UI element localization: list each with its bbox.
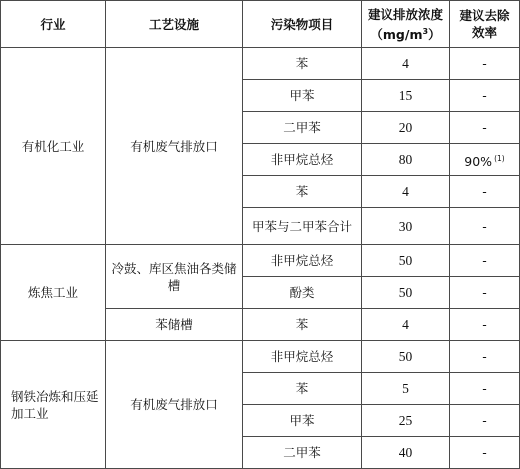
concentration-cell: 30 — [362, 208, 450, 245]
efficiency-cell: - — [450, 245, 520, 277]
pollutant-cell: 非甲烷总烃 — [243, 341, 362, 373]
concentration-cell: 50 — [362, 277, 450, 309]
footnote-marker: (1) — [494, 153, 505, 163]
pollutant-cell: 酚类 — [243, 277, 362, 309]
concentration-cell: 4 — [362, 309, 450, 341]
header-pollutant: 污染物项目 — [243, 1, 362, 48]
efficiency-cell: 90% $^{(1)}$ — [450, 144, 520, 176]
table-row — [1, 48, 520, 80]
concentration-cell: 15 — [362, 80, 450, 112]
pollutant-cell: 非甲烷总烃 — [243, 245, 362, 277]
header-efficiency: 建议去除 效率 — [450, 1, 520, 48]
efficiency-cell: - — [450, 373, 520, 405]
pollutant-cell: 苯 — [243, 373, 362, 405]
concentration-cell: 50 — [362, 245, 450, 277]
pollutant-cell: 甲苯 — [243, 405, 362, 437]
efficiency-cell: - — [450, 208, 520, 245]
pollutant-cell: 苯 — [243, 48, 362, 80]
concentration-cell: 5 — [362, 373, 450, 405]
header-concentration — [362, 1, 450, 48]
facility-cell: 冷鼓、库区焦油各类储槽 — [106, 245, 243, 309]
header-row — [1, 1, 520, 48]
concentration-cell: 80 — [362, 144, 450, 176]
efficiency-cell: - — [450, 176, 520, 208]
facility-cell: 有机废气排放口 — [106, 48, 243, 245]
pollutant-cell: 甲苯与二甲苯合计 — [243, 208, 362, 245]
table-row — [1, 245, 520, 277]
facility-cell: 有机废气排放口 — [106, 341, 243, 469]
concentration-cell: 20 — [362, 112, 450, 144]
efficiency-cell: - — [450, 405, 520, 437]
concentration-cell: 25 — [362, 405, 450, 437]
pollutant-cell: 二甲苯 — [243, 112, 362, 144]
header-facility: 工艺设施 — [106, 1, 243, 48]
pollutant-cell: 甲苯 — [243, 80, 362, 112]
table-row — [1, 341, 520, 373]
pollutant-cell: 二甲苯 — [243, 437, 362, 469]
concentration-cell: 4 — [362, 48, 450, 80]
industry-cell: 钢铁冶炼和压延加工业 — [1, 341, 106, 469]
concentration-cell: 40 — [362, 437, 450, 469]
efficiency-cell: - — [450, 80, 520, 112]
industry-cell: 有机化工业 — [1, 48, 106, 245]
pollutant-cell: 非甲烷总烃 — [243, 144, 362, 176]
pollutant-cell: 苯 — [243, 309, 362, 341]
industry-cell: 炼焦工业 — [1, 245, 106, 341]
efficiency-cell: - — [450, 437, 520, 469]
concentration-cell: 4 — [362, 176, 450, 208]
efficiency-cell: - — [450, 112, 520, 144]
header-concentration-unit: $(mg/m^3)$ — [370, 26, 441, 42]
header-industry: 行业 — [1, 1, 106, 48]
facility-cell: 苯储槽 — [106, 309, 243, 341]
efficiency-cell: - — [450, 341, 520, 373]
efficiency-cell: - — [450, 277, 520, 309]
efficiency-cell: - — [450, 48, 520, 80]
concentration-cell: 50 — [362, 341, 450, 373]
pollutant-cell: 苯 — [243, 176, 362, 208]
efficiency-cell: - — [450, 309, 520, 341]
header-concentration-title: 建议排放浓度 — [367, 6, 443, 22]
